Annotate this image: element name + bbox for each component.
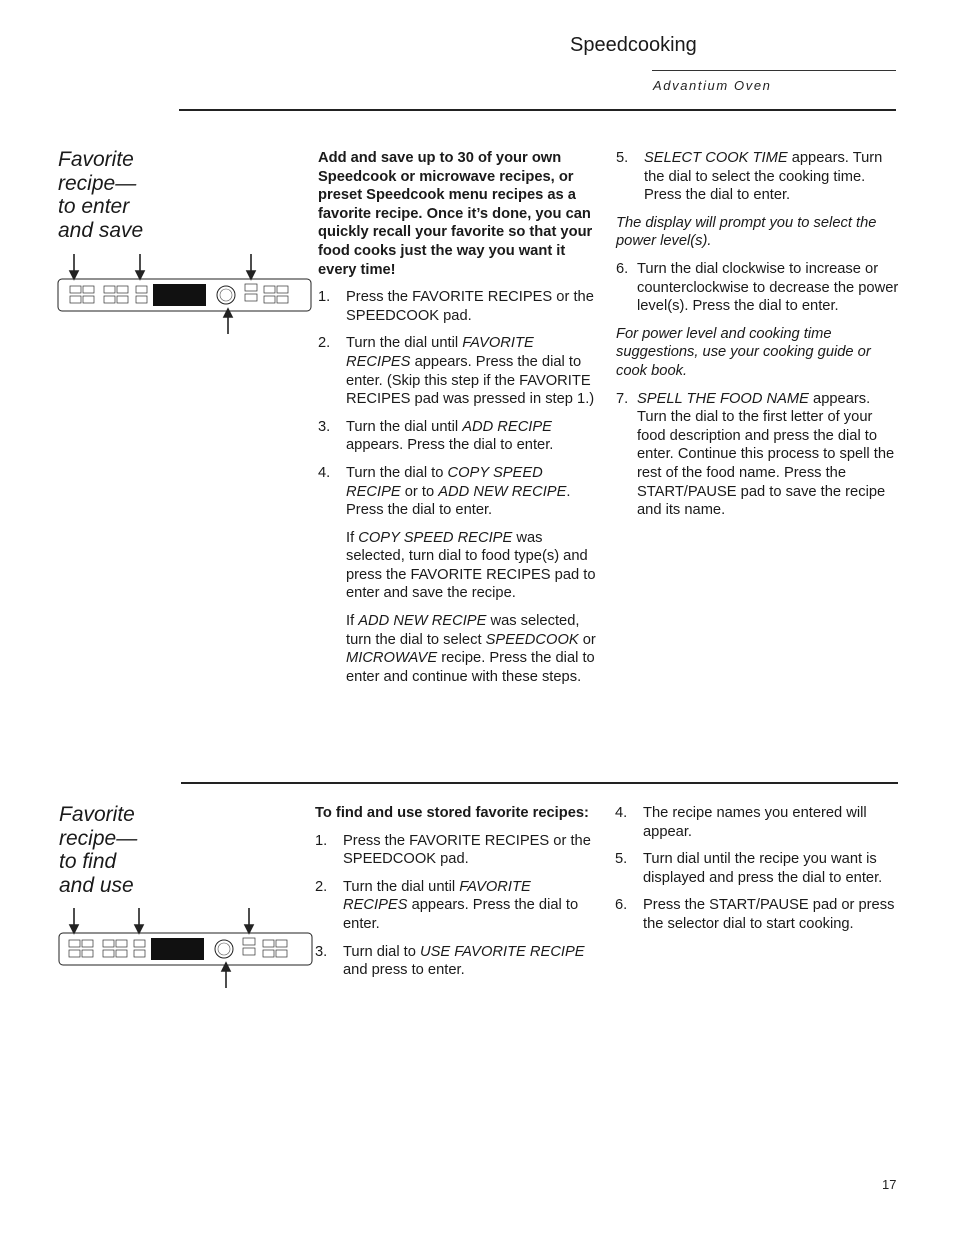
step-number: 3. (318, 418, 331, 435)
page-number: 17 (882, 1177, 897, 1192)
instructions-column-1 (318, 149, 600, 695)
emphasis-text: COPY SPEED RECIPE (358, 529, 513, 546)
instructions-column-2 (616, 149, 900, 529)
side-title-find-use: Favorite recipe— to find and use (59, 803, 138, 897)
emphasis-text: SPEEDCOOK (485, 631, 579, 648)
body-text: appears. Press the dial to enter. (Skip this step if the FAVORITE RECIPES pad was pressed in step 1.) (346, 353, 595, 408)
body-text: Turn the dial clockwise to increase or counterclockwise to decrease the power level(s). Press the dial to enter. (637, 260, 899, 315)
emphasis-text: MICROWAVE (346, 650, 438, 667)
steps-list (615, 804, 899, 934)
step-number: 7. (616, 390, 629, 407)
note-add-new-recipe (318, 612, 600, 686)
body-text: Turn the dial to (346, 464, 448, 481)
body-text: appears. Press the dial to enter. (346, 437, 554, 454)
section-divider (179, 109, 896, 111)
emphasis-text: FAVORITE RECIPES (343, 878, 531, 914)
emphasis-text: ADD NEW RECIPE (358, 613, 487, 630)
step-number: 3. (315, 943, 328, 960)
step-item (315, 943, 595, 980)
instructions-column-3 (315, 804, 595, 989)
body-text: If (346, 613, 359, 630)
intro-text: To find and use stored favorite recipes: (315, 805, 589, 821)
step-number: 4. (318, 464, 331, 481)
steps-list (318, 288, 600, 520)
step-number: 2. (318, 335, 331, 352)
section-divider (181, 782, 898, 784)
body-text: appears. Turn the dial to select the cooking time. Press the dial to enter. (644, 150, 883, 204)
body-text: Press the START/PAUSE pad or press the selector dial to start cooking. (643, 897, 895, 932)
body-text: and press to enter. (343, 962, 465, 979)
step-item (615, 896, 899, 933)
body-text: The recipe names you entered will appear. (643, 805, 867, 840)
body-text: was selected, turn the dial to select (346, 613, 580, 648)
emphasis-text: FAVORITE RECIPES (346, 335, 534, 370)
body-text: Turn the dial until (346, 418, 463, 435)
instructions-column-4 (615, 804, 899, 943)
step-item (318, 334, 600, 408)
body-text: Turn the dial until (343, 878, 460, 895)
step-item (318, 418, 600, 455)
emphasis-text: ADD RECIPE (462, 418, 552, 435)
body-text: appears. Press the dial to enter. (343, 897, 579, 932)
control-panel-diagram (57, 906, 315, 990)
step-number: 4. (615, 805, 628, 821)
body-text: Turn dial until the recipe you want is displayed and press the dial to enter. (643, 851, 883, 886)
body-text: Press the FAVORITE RECIPES or the SPEEDCOOK pad. (343, 832, 591, 868)
step-item (615, 850, 899, 887)
emphasis-text: ADD NEW RECIPE (438, 483, 567, 500)
step-item (318, 464, 600, 520)
body-text: Turn dial to (343, 943, 421, 960)
emphasis-text: SELECT COOK TIME (644, 150, 788, 166)
note-suggestions: For power level and cooking time suggestions, use your cooking guide or cook book. (616, 325, 871, 379)
body-text: or (578, 631, 596, 648)
emphasis-text: COPY SPEED RECIPE (346, 464, 543, 500)
step-number: 5. (615, 851, 628, 868)
step-item (615, 804, 899, 841)
section-title: Speedcooking (570, 34, 697, 56)
steps-list (315, 832, 595, 980)
step-item (616, 260, 900, 316)
step-number: 1. (318, 289, 331, 306)
intro-text: Add and save up to 30 of your own Speedcook or microwave recipes, or preset Speedcook menu recipes as a favorite recipe. Once it’s done, you can quickly recall your favorite so that your food cooks just the way you want it every time! (318, 150, 593, 278)
control-panel-diagram (56, 252, 314, 336)
body-text: appears. Turn the dial to the first letter of your food description and press the dial to enter. Continue this process to spell the rest of the food name. Press the START/PAUSE pad to save the recipe and its name. (637, 390, 895, 519)
note-copy-speed-recipe (318, 529, 600, 603)
body-text: If (346, 529, 359, 546)
emphasis-text: SPELL THE FOOD NAME (637, 390, 809, 407)
body-text: Turn the dial until (346, 335, 463, 352)
header-rule (652, 70, 896, 71)
step-number: 5. (616, 150, 629, 166)
body-text: or to (400, 483, 439, 500)
step-item (315, 878, 595, 934)
step-item (318, 288, 600, 325)
body-text: . Press the dial to enter. (346, 483, 571, 519)
body-text: recipe. Press the dial to enter and continue with these steps. (346, 650, 595, 685)
product-name: Advantium Oven (653, 78, 772, 93)
side-title-enter-save: Favorite recipe— to enter and save (58, 148, 144, 242)
step-number: 2. (315, 878, 328, 895)
note-power-level-prompt: The display will prompt you to select the power level(s). (616, 214, 877, 250)
step-number: 6. (616, 260, 629, 277)
body-text: was selected, turn dial to food type(s) and press the FAVORITE RECIPES pad to enter and save the recipe. (346, 529, 596, 602)
step-item (616, 149, 900, 205)
step-number: 6. (615, 897, 628, 914)
emphasis-text: USE FAVORITE RECIPE (420, 943, 585, 960)
step-number: 1. (315, 832, 328, 849)
body-text: Press the FAVORITE RECIPES or the SPEEDCOOK pad. (346, 289, 594, 324)
step-item (616, 390, 900, 520)
step-item (315, 832, 595, 869)
